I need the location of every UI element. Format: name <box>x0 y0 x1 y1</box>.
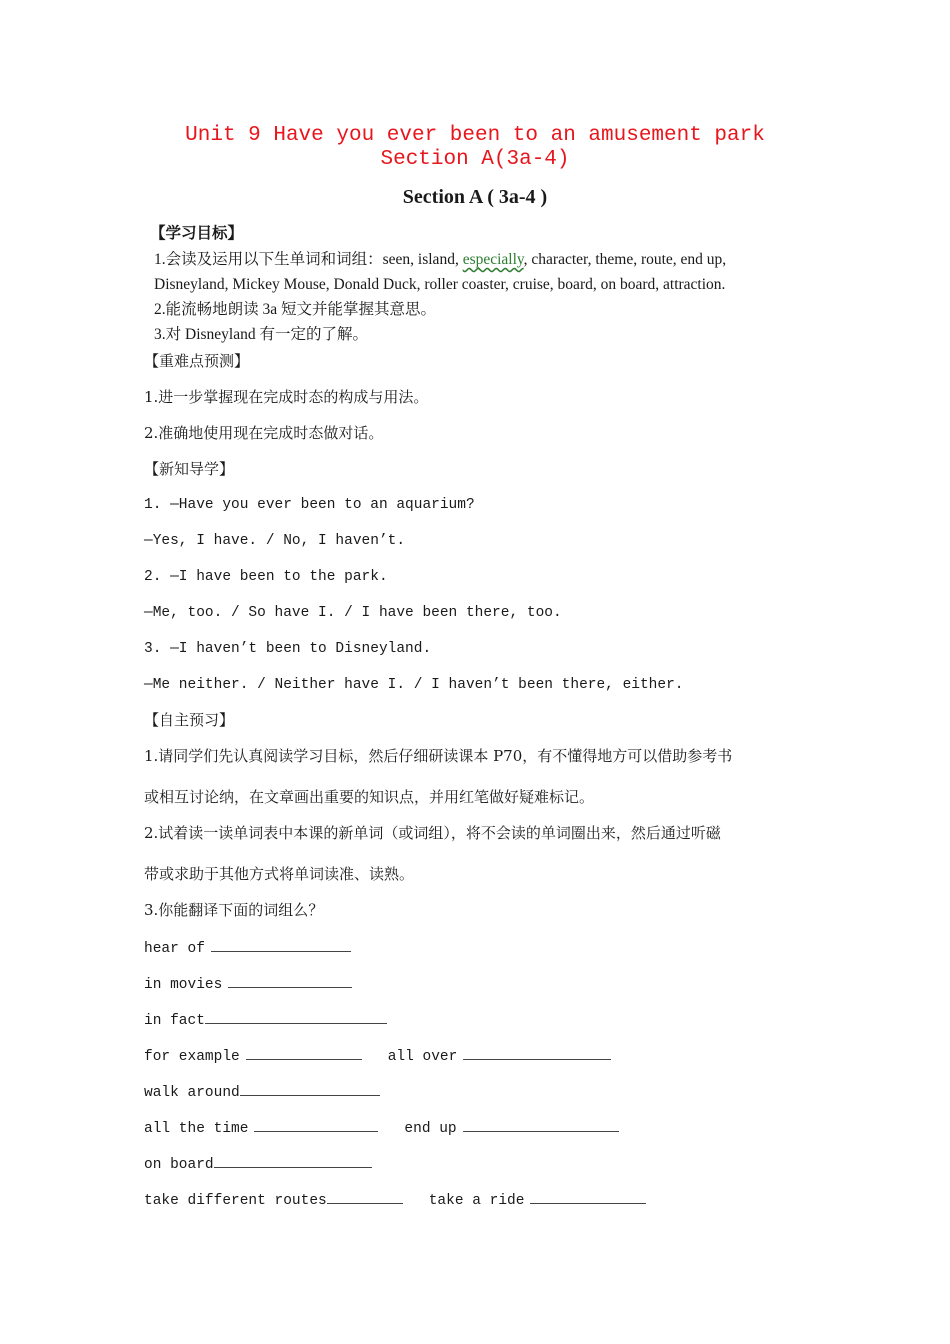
phrase-label: all over <box>387 1049 458 1065</box>
phrase-row <box>144 973 352 995</box>
phrase-label: on board <box>144 1157 214 1173</box>
phrase-label: take a ride <box>428 1193 525 1209</box>
goal-item-1-line2: Disneyland, Mickey Mouse, Donald Duck, roller coaster, cruise, board, on board, attraction. <box>154 276 726 293</box>
phrase-label: walk around <box>144 1085 240 1101</box>
phrase-label: end up <box>404 1121 457 1137</box>
goal-item-2: 2.能流畅地朗读 3a 短文并能掌握其意思。 <box>154 301 437 318</box>
dialogue-line-1: 1. —Have you ever been to an aquarium? <box>144 497 475 513</box>
phrase-label: hear of <box>144 941 205 957</box>
phrase-row <box>144 1081 380 1103</box>
section-subtitle: Section A ( 3a-4 ) <box>402 186 548 208</box>
key-points-heading: 【重难点预测】 <box>144 352 250 370</box>
answer-blank[interactable] <box>240 1081 380 1096</box>
phrase-row <box>144 1117 619 1139</box>
answer-blank[interactable] <box>463 1045 611 1060</box>
answer-blank[interactable] <box>214 1153 372 1168</box>
preview-paragraph-2b: 带或求助于其他方式将单词读准、读熟。 <box>144 865 415 883</box>
key-point-2: 2.准确地使用现在完成时态做对话。 <box>144 424 384 442</box>
goals-heading: 【学习目标】 <box>150 225 244 242</box>
dialogue-line-5: 3. —I haven’t been to Disneyland. <box>144 641 432 657</box>
answer-blank[interactable] <box>246 1045 362 1060</box>
phrase-label: all the time <box>144 1121 249 1137</box>
answer-blank[interactable] <box>205 1009 387 1024</box>
document-title: Unit 9 Have you ever been to an amusement park Section A(3a-4) <box>185 124 765 171</box>
phrase-label: in fact <box>144 1013 205 1029</box>
dialogue-line-3: 2. —I have been to the park. <box>144 569 388 585</box>
answer-blank[interactable] <box>228 973 352 988</box>
preview-paragraph-1b: 或相互讨论纳，在文章画出重要的知识点，并用红笔做好疑难标记。 <box>144 788 595 806</box>
goal-item-3: 3.对 Disneyland 有一定的了解。 <box>154 326 368 343</box>
answer-blank[interactable] <box>327 1189 403 1204</box>
phrase-row <box>144 1009 387 1031</box>
preview-paragraph-1a: 1.请同学们先认真阅读学习目标，然后仔细研读课本 P70，有不懂得地方可以借助参考书 <box>144 747 733 765</box>
phrase-label: take different routes <box>144 1193 327 1209</box>
goal-item-1 <box>154 250 726 270</box>
new-knowledge-heading: 【新知导学】 <box>144 460 235 478</box>
goal-item-1-suffix: , character, theme, route, end up, <box>523 251 727 268</box>
phrase-label: for example <box>144 1049 240 1065</box>
answer-blank[interactable] <box>463 1117 619 1132</box>
answer-blank[interactable] <box>254 1117 378 1132</box>
preview-paragraph-2a: 2.试着读一读单词表中本课的新单词（或词组），将不会读的单词圈出来，然后通过听磁 <box>144 824 721 842</box>
key-point-1: 1.进一步掌握现在完成时态的构成与用法。 <box>144 388 429 406</box>
phrase-row <box>144 937 351 959</box>
dialogue-line-4: —Me, too. / So have I. / I have been there, too. <box>144 605 562 621</box>
phrase-label: in movies <box>144 977 223 993</box>
preview-question-3: 3.你能翻译下面的词组么？ <box>144 901 324 919</box>
goal-item-1-word: especially <box>462 251 524 268</box>
phrase-row <box>144 1153 372 1175</box>
answer-blank[interactable] <box>530 1189 646 1204</box>
answer-blank[interactable] <box>211 937 351 952</box>
dialogue-line-2: —Yes, I have. / No, I haven’t. <box>144 533 406 549</box>
self-preview-heading: 【自主预习】 <box>144 711 235 729</box>
goal-item-1-prefix: 1.会读及运用以下生单词和词组：seen, island, <box>154 251 463 268</box>
phrase-row <box>144 1189 646 1211</box>
phrase-row <box>144 1045 611 1067</box>
dialogue-line-6: —Me neither. / Neither have I. / I haven’t been there, either. <box>144 677 684 693</box>
